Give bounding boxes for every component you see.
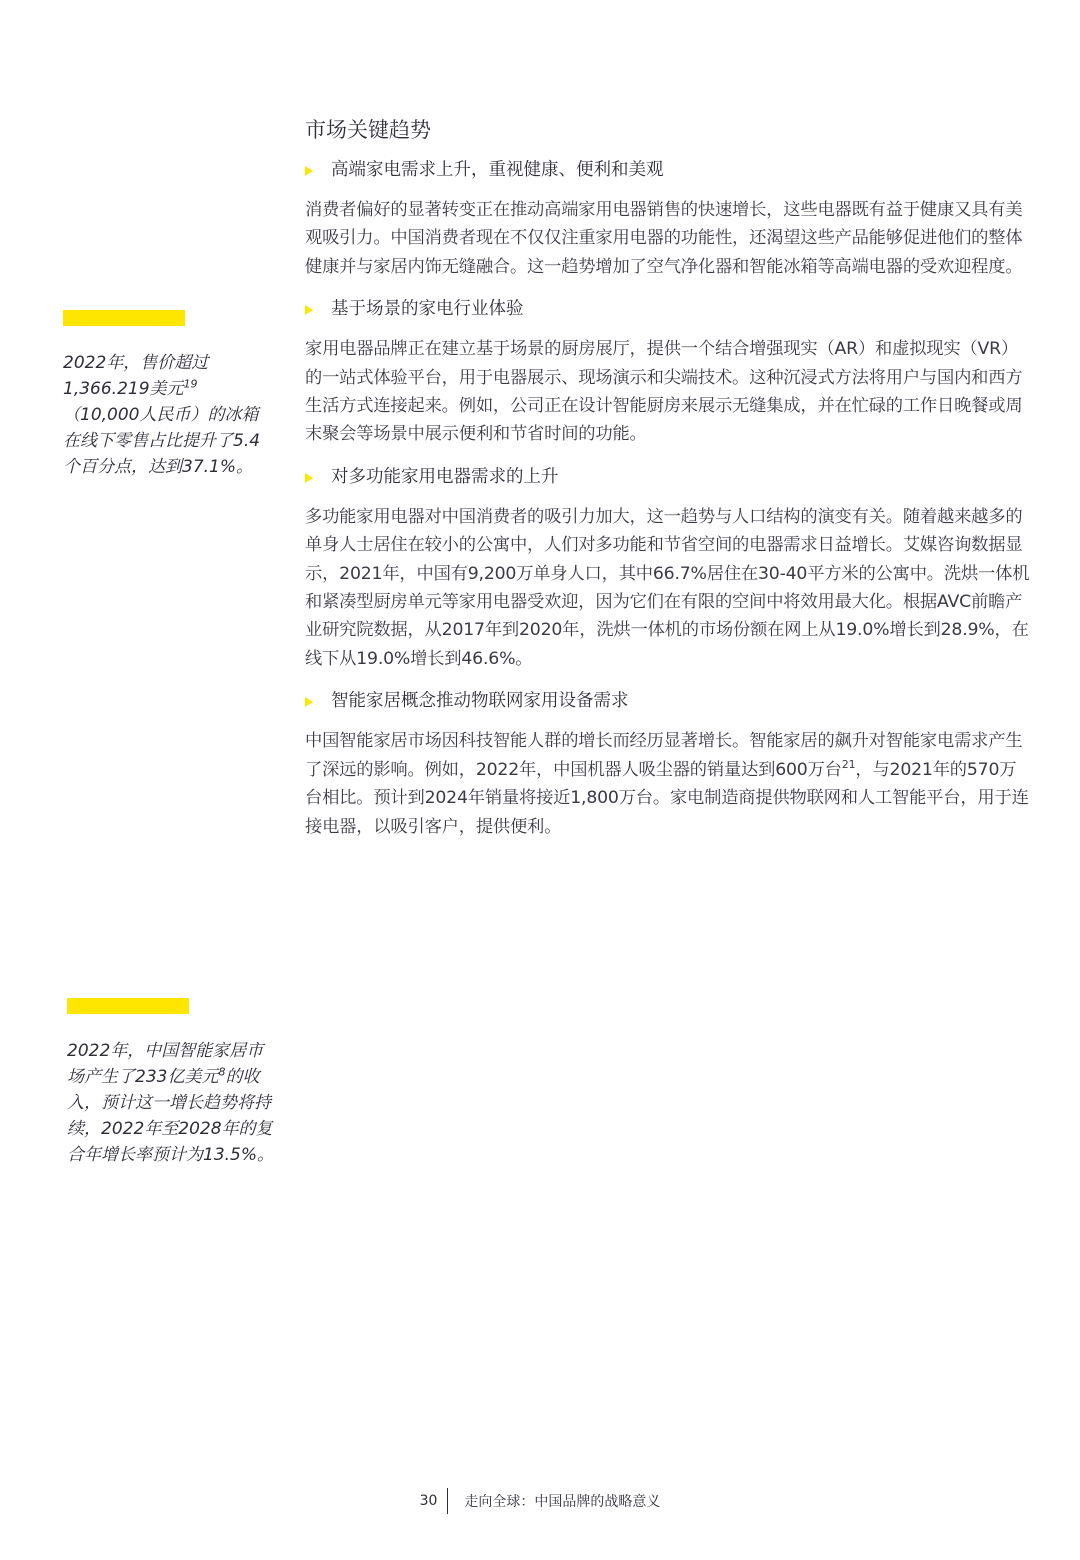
sidenote-text: 2022年，中国智能家居市场产生了233亿美元$^8$的收入，预计这一增长趋势将持续，2022年至2028年的复合年增长率预计为13.5%。: [67, 1041, 275, 1165]
accent-bar: [63, 310, 185, 326]
trend-item: [305, 687, 1030, 841]
page-footer: [0, 1488, 1080, 1514]
triangle-bullet-icon: [305, 473, 313, 483]
trend-body: 多功能家用电器对中国消费者的吸引力加大，这一趋势与人口结构的演变有关。随着越来越多的单身人士居住在较小的公寓中，人们对多功能和节省空间的电器需求日益增长。艾媒咨询数据显示，2021年，中国有9,200万单身人口，其中66.7%居住在30-40平方米的公寓中。洗烘一体机和紧凑型厨房单元等家用电器受欢迎，因为它们在有限的空间中将效用最大化。根据AVC前瞻产业研究院数据，从2017年到2020年，洗烘一体机的市场份额在网上从19.0%增长到28.9%，在线下从19.0%增长到46.6%。: [305, 506, 1030, 669]
trend-item: [305, 295, 1030, 449]
section-title: 市场关键趋势: [305, 118, 431, 142]
document-title: 走向全球：中国品牌的战略意义: [464, 1494, 661, 1510]
page-number: 30: [419, 1493, 438, 1509]
sidenote-text: 2022年，售价超过1,366.219美元$^{19}$（10,000人民币）的冰箱在线下零售占比提升了5.4个百分点，达到37.1%。: [63, 353, 261, 477]
trend-item: [305, 463, 1030, 673]
footer-divider: [447, 1488, 448, 1514]
trend-body: 消费者偏好的显著转变正在推动高端家用电器销售的快速增长，这些电器既有益于健康又具有美观吸引力。中国消费者现在不仅仅注重家用电器的功能性，还渴望这些产品能够促进他们的整体健康并与家居内饰无缝融合。这一趋势增加了空气净化器和智能冰箱等高端电器的受欢迎程度。: [305, 200, 1023, 277]
triangle-bullet-icon: [305, 697, 313, 707]
trend-heading: [305, 156, 1030, 184]
trend-heading: [305, 463, 1030, 491]
main-content: [305, 112, 1030, 855]
triangle-bullet-icon: [305, 166, 313, 176]
sidenote-block-1: [63, 310, 273, 480]
trend-heading: [305, 687, 1030, 715]
trend-heading: [305, 295, 1030, 323]
trend-heading-text: 智能家居概念推动物联网家用设备需求: [331, 691, 629, 712]
trend-body: 家用电器品牌正在建立基于场景的厨房展厅，提供一个结合增强现实（AR）和虚拟现实（VR）的一站式体验平台，用于电器展示、现场演示和尖端技术。这种沉浸式方法将用户与国内和西方生活方式连接起来。例如，公司正在设计智能厨房来展示无缝集成，并在忙碌的工作日晚餐或周末聚会等场景中展示便利和节省时间的功能。: [305, 339, 1023, 445]
trend-body: 中国智能家居市场因科技智能人群的增长而经历显著增长。智能家居的飙升对智能家电需求产生了深远的影响。例如，2022年，中国机器人吸尘器的销量达到600万台$^{21}$，与2021年的570万台相比。预计到2024年销量将接近1,800万台。家电制造商提供物联网和人工智能平台，用于连接电器，以吸引客户，提供便利。: [305, 731, 1029, 837]
trend-heading-text: 基于场景的家电行业体验: [331, 299, 524, 320]
triangle-bullet-icon: [305, 305, 313, 315]
trend-item: [305, 156, 1030, 281]
sidenote-block-2: [67, 998, 277, 1168]
trend-heading-text: 对多功能家用电器需求的上升: [331, 466, 559, 487]
accent-bar: [67, 998, 189, 1014]
trend-heading-text: 高端家电需求上升，重视健康、便利和美观: [331, 160, 664, 180]
